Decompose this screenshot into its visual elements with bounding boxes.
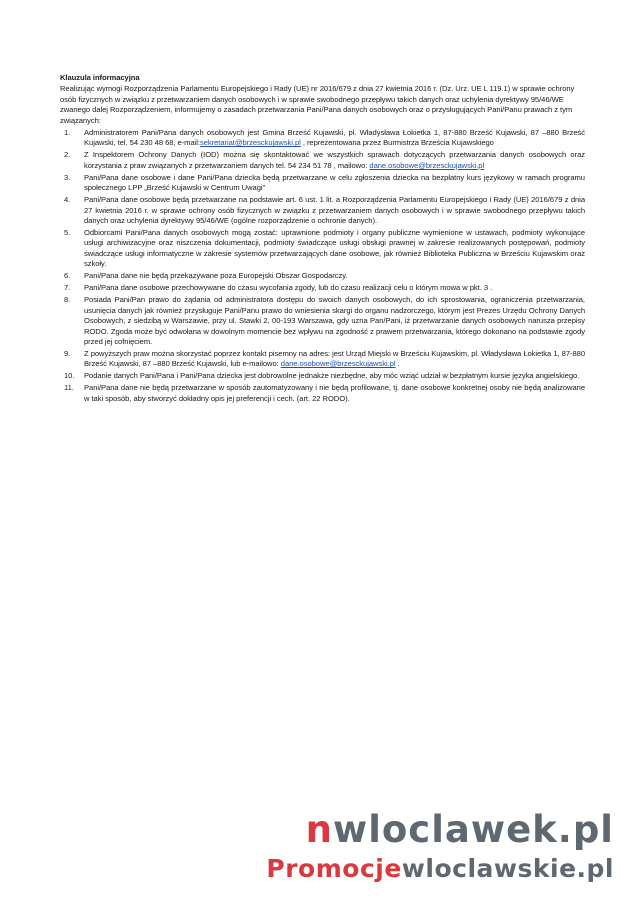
list-item <box>60 349 585 370</box>
watermark-gray-part: wloclawskie.pl <box>401 854 614 883</box>
item-text: Podanie danych Pani/Pana i Pani/Pana dziecka jest dobrowolne jednakże niezbędne, aby móc wziąć udział w bezpłatnym kursie języka angielskiego. <box>84 371 580 381</box>
email-link[interactable]: dane.osobowe@brzesckujawski.pl <box>369 160 485 170</box>
email-link[interactable]: sekretariat@brzesckujawski.pl <box>199 138 301 148</box>
item-text: Odbiorcami Pani/Pana danych osobowych mogą zostać: uprawnione podmioty i organy publiczne wymienione w ustawach, podmioty wykonujące usługi archiwizacyjne oraz niszczenia dokumentacji, podmioty świadczące usługi obsługi prawnej w zakresie realizowanych postępowań, podmioty świadczące usługi informatyczne w zakresie systemów przetwarzających dane osobowe, jak również Biblioteka Publiczna w Brześciu Kujawskim oraz szkoły. <box>84 228 585 269</box>
item-number: 5. <box>64 228 71 238</box>
list-item <box>60 295 585 347</box>
email-link[interactable]: dane.osobowe@brzesckujawski.pl <box>280 359 396 369</box>
item-number: 3. <box>64 172 71 182</box>
item-text: Z Inspektorem Ochrony Danych (IOD) można się skontaktować we wszystkich sprawach dotyczących przetwarzania danych osobowych oraz korzystania z praw związanych z przetwarzaniem danych tel. 54 234 51 78 , mailowo: <box>84 150 585 170</box>
item-number: 7. <box>64 283 71 293</box>
intro-paragraph: Realizując wymogi Rozporządzenia Parlamentu Europejskiego i Rady (UE) nr 2016/679 z dnia 27 kwietnia 2016 r. (Dz. Urz. UE L 119.1) w sprawie ochrony osób fizycznych w związku z przetwarzaniem danych osobowych i w sprawie swobodnego przepływu takich danych oraz uchylenia dyrektywy 95/46/WE zwanego dalej Rozporządzeniem, informujemy o zasadach przetwarzania Pani/Pana danych osobowych oraz o przysługujących Pani/Panu prawach z tym związanych: <box>60 84 575 125</box>
item-number: 10. <box>64 371 75 381</box>
item-number: 8. <box>64 295 71 305</box>
list-item <box>60 195 585 226</box>
item-number: 1. <box>64 128 71 138</box>
list-item <box>60 283 585 293</box>
item-text: Pani/Pana dane nie będą przetwarzane w sposób zautomatyzowany i nie będą profilowane, tj. dane osobowe konkretnej osoby nie będą analizowane w taki sposób, aby stworzyć dokładny opis jej preferencji i cech. (art. 22 RODO). <box>84 383 585 403</box>
list-item <box>60 228 585 270</box>
watermark-line-2 <box>234 854 614 883</box>
item-text-after: . <box>395 359 400 369</box>
document-body <box>60 73 585 406</box>
watermark-gray-part: wloclawek.pl <box>333 808 614 851</box>
item-number: 6. <box>64 271 71 281</box>
item-text: Pani/Pana dane osobowe przechowywane do czasu wycofania zgody, lub do czasu realizacji celu o którym mowa w pkt. 3 . <box>84 283 493 293</box>
item-text: Pani/Pana dane nie będą przekazywane poza Europejski Obszar Gospodarczy. <box>84 271 348 281</box>
document-title: Klauzula informacyjna <box>60 73 140 82</box>
watermark-red-part: Promocje <box>266 854 402 883</box>
item-number: 9. <box>64 348 71 358</box>
watermark-line-1 <box>234 808 614 851</box>
list-item <box>60 173 585 194</box>
list-item <box>60 150 585 171</box>
list-item <box>60 128 585 149</box>
watermark-red-part: n <box>305 808 334 851</box>
item-number: 2. <box>64 150 71 160</box>
item-number: 11. <box>64 383 74 393</box>
item-number: 4. <box>64 195 71 205</box>
item-text: Z powyższych praw można skorzystać poprzez kontakt pisemny na adres: jest Urząd Miejski w Brześciu Kujawskim, pl. Władysława Łokietka 1, 87-880 Brześć Kujawski, 87 –880 Brześć Kujawski, lub e-mailowo: <box>84 348 585 369</box>
item-text: Administratorem Pani/Pana danych osobowych jest Gmina Brześć Kujawski, pl. Władysława Łokietka 1, 87-880 Brześć Kujawski, 87 –880 Brześć Kujawski, tel. 54 230 48 68, e-mail: <box>84 128 585 148</box>
item-text: Pani/Pana dane osobowe będą przetwarzane na podstawie art. 6 ust. 1 lit. a Rozporządzenia Parlamentu Europejskiego i Rady (UE) 2016/679 z dnia 27 kwietnia 2016 r. w sprawie ochrony osób fizycznych w związku z przetwarzaniem danych osobowych i w sprawie swobodnego przepływu takich danych oraz uchylenia dyrektywy 95/46/WE (ogólne rozporządzenie o ochronie danych). <box>84 195 585 226</box>
item-text: Pani/Pana dane osobowe i dane Pani/Pana dziecka będą przetwarzane w celu zgłoszenia dziecka na bezpłatny kurs językowy w ramach programu społecznego LPP „Brześć Kujawski w Centrum Uwagi” <box>84 172 585 193</box>
clause-list <box>60 128 585 404</box>
list-item <box>60 271 585 281</box>
list-item <box>60 383 585 404</box>
list-item <box>60 371 585 381</box>
item-text: Posiada Pani/Pan prawo do żądania od administratora dostępu do swoich danych osobowych, do ich sprostowania, ograniczenia przetwarzania, usunięcia danych jak również przysługuje Pani/Panu prawo do wniesienia skargi do organu nadzorczego, którym jest Prezes Urzędu Ochrony Danych Osobowych, z siedzibą w Warszawie, przy ul. Stawki 2, 00-193 Warszawa, gdy uzna Pan/Pani, iż przetwarzanie danych osobowych narusza przepisy RODO. Zgoda może być odwołana w dowolnym momencie bez wpływu na zgodność z prawem przetwarzania, którego dokonano na podstawie zgody przed jej cofnięciem. <box>84 295 585 346</box>
item-text-after: , reprezentowana przez Burmistrza Brześcia Kujawskiego <box>300 138 494 148</box>
